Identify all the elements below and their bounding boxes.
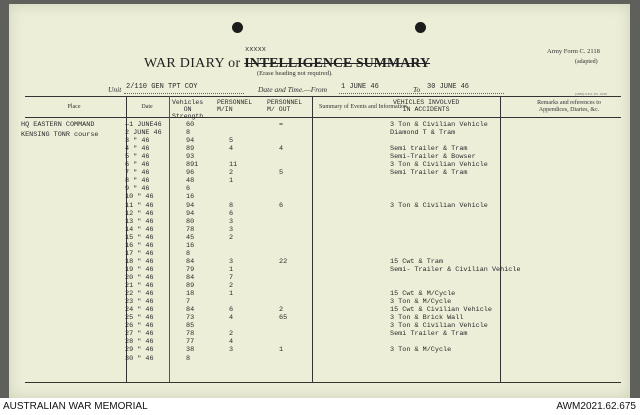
row-accident: 15 Cwt & Tram	[390, 257, 444, 266]
row-personnel-in: 1	[229, 177, 234, 186]
row-vehicles: 84	[186, 274, 195, 282]
row-date: 12 " 46	[125, 209, 154, 218]
row-vehicles: 891	[186, 161, 199, 170]
row-vehicles: 89	[186, 145, 195, 154]
table-header-rule	[25, 117, 621, 118]
row-date: 7 " 46	[125, 169, 150, 178]
row-accident: Semi Trailer & Tram	[390, 169, 468, 178]
row-vehicles: 94	[186, 209, 195, 218]
place-entry-2: KENSING TONR course	[21, 131, 99, 139]
row-vehicles: 77	[186, 338, 195, 347]
row-vehicles: 78	[186, 225, 195, 234]
row-date: 5 " 46	[125, 153, 150, 162]
row-date: 2 JUNE 46	[125, 129, 162, 137]
header-personnel-out: PERSONNEL M/ OUT	[267, 99, 303, 113]
from-date-value: 1 JUNE 46	[341, 83, 379, 91]
row-vehicles: 94	[186, 137, 195, 146]
row-vehicles: 18	[186, 290, 195, 299]
row-date: 28 " 46	[125, 338, 154, 347]
row-personnel-out: 1	[279, 346, 284, 355]
row-date: 19 " 46	[125, 265, 154, 274]
row-personnel-out: 5	[279, 169, 284, 178]
row-accident: Semi- Trailer & Civilian Vehicle	[390, 265, 521, 274]
header-place: Place	[67, 104, 81, 110]
row-date: 4 " 46	[125, 145, 150, 154]
row-vehicles: 7	[186, 298, 191, 307]
row-date: 17 " 46	[125, 249, 154, 258]
header-personnel-min: PERSONNEL M/IN	[217, 99, 253, 113]
unit-label: Unit	[108, 85, 122, 94]
row-accident: 3 Ton & M/Cycle	[390, 346, 452, 355]
row-vehicles: 84	[186, 257, 195, 266]
row-personnel-in: 11	[229, 161, 238, 170]
table-top-rule	[25, 96, 621, 97]
row-personnel-in: 3	[229, 346, 234, 355]
row-vehicles: 8	[186, 129, 191, 137]
row-accident: 15 Cwt & M/Cycle	[390, 290, 456, 299]
row-accident: 3 Ton & Brick Wall	[390, 314, 464, 323]
row-accident: Diamond T & Tram	[390, 129, 456, 137]
to-label: To	[413, 85, 421, 94]
row-vehicles: 8	[186, 354, 191, 363]
row-accident: 15 Cwt & Civilian Vehicle	[390, 306, 492, 315]
row-vehicles: 16	[186, 193, 195, 202]
row-accident: 3 Ton & M/Cycle	[390, 298, 452, 307]
row-vehicles: 85	[186, 322, 195, 331]
row-date: 24 " 46	[125, 306, 154, 315]
row-personnel-in: 1	[229, 265, 234, 274]
row-personnel-out: 4	[279, 145, 284, 154]
row-personnel-in: 2	[229, 282, 234, 290]
row-personnel-out: =	[279, 121, 284, 129]
caption-source: AUSTRALIAN WAR MEMORIAL	[3, 401, 148, 412]
row-personnel-in: 3	[229, 225, 234, 234]
row-date: 21 " 46	[125, 282, 154, 290]
row-personnel-in: 2	[229, 330, 234, 339]
row-vehicles: 84	[186, 306, 195, 315]
header-date: Date	[141, 104, 153, 110]
row-accident: Semi trailer & Tram	[390, 145, 468, 154]
row-vehicles: 16	[186, 241, 195, 250]
war-diary-sheet	[9, 4, 630, 398]
row-date: 25 " 46	[125, 314, 154, 323]
row-vehicles: 38	[186, 346, 195, 355]
row-personnel-in: 1	[229, 290, 234, 299]
unit-dotted-line	[124, 93, 244, 94]
row-date: 23 " 46	[125, 298, 154, 307]
row-personnel-in: 5	[229, 137, 234, 146]
row-personnel-in: 6	[229, 306, 234, 315]
row-date: 27 " 46	[125, 330, 154, 339]
typed-strike-marks: xxxxx	[245, 46, 267, 54]
row-vehicles: 80	[186, 217, 195, 226]
row-date: 9 " 46	[125, 185, 150, 194]
header-vehicles-accidents: VEHICLES INVOLVED IN ACCIDENTS	[393, 99, 460, 113]
erase-note: (Erase heading not required).	[257, 70, 333, 77]
row-personnel-out: 22	[279, 257, 288, 266]
row-personnel-in: 2	[229, 233, 234, 242]
row-vehicles: 73	[186, 314, 195, 323]
unit-value: 2/110 GEN TPT COY	[126, 83, 198, 91]
row-date: 10 " 46	[125, 193, 154, 202]
row-accident: 3 Ton & Civilian Vehicle	[390, 121, 488, 129]
row-date: 3 " 46	[125, 137, 150, 146]
row-date: 20 " 46	[125, 274, 154, 282]
row-date: 29 " 46	[125, 346, 154, 355]
row-date: 11 " 46	[125, 201, 154, 210]
row-vehicles: 96	[186, 169, 195, 178]
row-date: 26 " 46	[125, 322, 154, 331]
caption-bar	[0, 398, 640, 415]
row-vehicles: 79	[186, 265, 195, 274]
row-date: 22 " 46	[125, 290, 154, 299]
row-date: 15 " 46	[125, 233, 154, 242]
row-accident: Semi-Trailer & Bowser	[390, 153, 476, 162]
col-divider-date	[169, 96, 170, 382]
row-vehicles: 78	[186, 330, 195, 339]
row-personnel-in: 6	[229, 209, 234, 218]
row-date: 30 " 46	[125, 354, 154, 363]
row-personnel-in: 4	[229, 314, 234, 323]
date-time-label: Date and Time.—From	[258, 85, 328, 94]
title-war-diary: WAR DIARY	[144, 56, 225, 71]
row-date: 8 " 46	[125, 177, 150, 186]
row-date: —1 JUNE46	[125, 121, 162, 129]
row-vehicles: 60	[186, 121, 195, 129]
col-divider-remarks	[500, 96, 501, 382]
row-date: 13 " 46	[125, 217, 154, 226]
title-intelligence-summary: INTELLIGENCE SUMMARY	[244, 56, 431, 71]
to-date-value: 30 JUNE 46	[427, 83, 470, 91]
table-bottom-rule	[25, 382, 621, 383]
header-summary: Summary of Events and Information	[319, 104, 407, 110]
row-vehicles: 93	[186, 153, 195, 162]
row-vehicles: 89	[186, 282, 195, 290]
row-personnel-in: 4	[229, 145, 234, 154]
row-vehicles: 45	[186, 233, 195, 242]
row-personnel-out: 6	[279, 201, 284, 210]
header-vehicles-on-strength: Vehicles ON Strength	[172, 99, 204, 120]
row-vehicles: 48	[186, 177, 195, 186]
row-personnel-in: 4	[229, 338, 234, 347]
row-accident: Semi Trailer & Tram	[390, 330, 468, 339]
row-vehicles: 8	[186, 249, 191, 258]
row-personnel-out: 2	[279, 306, 284, 315]
row-date: 14 " 46	[125, 225, 154, 234]
row-vehicles: 94	[186, 201, 195, 210]
row-personnel-in: 7	[229, 274, 234, 282]
printer-small-print: (2083) S.Ed. Wt. 1939	[575, 92, 607, 96]
row-accident: 3 Ton & Civilian Vehicle	[390, 322, 488, 331]
row-date: 16 " 46	[125, 241, 154, 250]
place-entry-1: HQ EASTERN COMMAND	[21, 121, 95, 129]
row-accident: 3 Ton & Civilian Vehicle	[390, 201, 488, 210]
adapted-note: (adapted)	[575, 59, 598, 65]
row-personnel-in: 8	[229, 201, 234, 210]
row-personnel-in: 3	[229, 217, 234, 226]
date-dotted-line	[339, 93, 504, 94]
row-vehicles: 6	[186, 185, 191, 194]
header-remarks: Remarks and references to Appendices, Diaries, &c.	[537, 100, 601, 113]
army-form-number: Army Form C. 2118	[547, 48, 600, 55]
row-accident: 3 Ton & Civilian Vehicle	[390, 161, 488, 170]
row-personnel-out: 65	[279, 314, 288, 323]
row-personnel-in: 3	[229, 257, 234, 266]
punch-hole-left	[232, 22, 243, 33]
row-personnel-in: 2	[229, 169, 234, 178]
col-divider-summary	[312, 96, 313, 382]
caption-accession: AWM2021.62.675	[556, 401, 636, 412]
title-or: or	[228, 56, 241, 71]
row-date: 6 " 46	[125, 161, 150, 170]
row-date: 18 " 46	[125, 257, 154, 266]
punch-hole-right	[415, 22, 426, 33]
